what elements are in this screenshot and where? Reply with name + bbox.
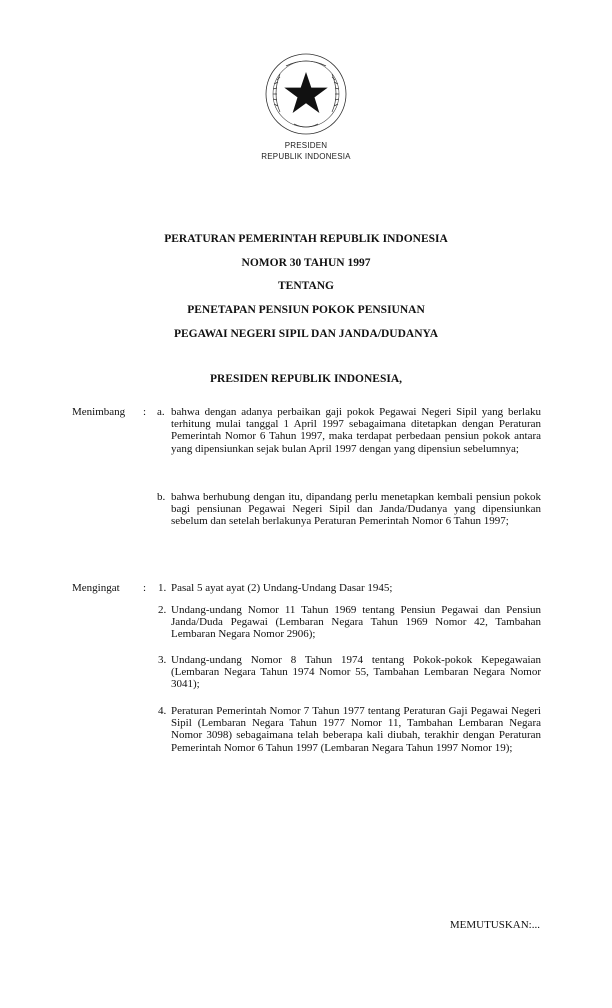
mengingat-marker-2: 2.: [158, 604, 167, 616]
menimbang-label: Menimbang: [72, 406, 126, 418]
mengingat-label: Mengingat: [72, 582, 120, 594]
emblem-caption-republik: REPUBLIK INDONESIA: [261, 152, 351, 161]
mengingat-item-2: Undang-undang Nomor 11 Tahun 1969 tentang Pensiun Pegawai dan Pensiun Janda/Duda Pegawai (Lembaran Negara Tahun 1969 Nomor 42, Tambahan Lembaran Negara Nomor 2906);: [171, 604, 541, 641]
menimbang-colon: :: [143, 406, 147, 418]
mengingat-item-1: Pasal 5 ayat ayat (2) Undang-Undang Dasar 1945;: [171, 582, 393, 594]
menimbang-item-b: bahwa berhubung dengan itu, dipandang perlu menetapkan kembali pensiun pokok bagi pensiunan Pegawai Negeri Sipil dan Janda/Dudanya yang dipensiunkan sebelum dan setelah berlakunya Peraturan Pemerintah Nomor 6 Tahun 1997;: [171, 491, 541, 528]
regulation-tentang: TENTANG: [277, 280, 335, 292]
mengingat-item-3: Undang-undang Nomor 8 Tahun 1974 tentang Pokok-pokok Kepegawaian (Lembaran Negara Tahun 1974 Nomor 55, Tambahan Lembaran Negara Nomor 3041);: [171, 654, 541, 691]
regulation-subject-line2: PEGAWAI NEGERI SIPIL DAN JANDA/DUDANYA: [173, 328, 439, 340]
menimbang-marker-a: a.: [157, 406, 165, 418]
mengingat-item-4: Peraturan Pemerintah Nomor 7 Tahun 1977 tentang Peraturan Gaji Pegawai Negeri Sipil (Lembaran Negara Tahun 1977 Nomor 11, Tambahan Lembaran Negara Nomor 3098) sebagaimana telah beberapa kali diubah, terakhir dengan Peraturan Pemerintah Nomor 6 Tahun 1997 (Lembaran Negara Tahun 1997 Nomor 19);: [171, 705, 541, 754]
regulation-subject-line1: PENETAPAN PENSIUN POKOK PENSIUNAN: [187, 304, 425, 316]
mengingat-marker-1: 1.: [158, 582, 167, 594]
mengingat-marker-3: 3.: [158, 654, 167, 666]
issuer-heading: PRESIDEN REPUBLIK INDONESIA,: [209, 373, 403, 385]
continuation-marker: MEMUTUSKAN:...: [449, 919, 540, 931]
mengingat-colon: :: [143, 582, 147, 594]
menimbang-marker-b: b.: [157, 491, 166, 503]
emblem-caption-presiden: PRESIDEN: [284, 141, 328, 150]
regulation-number: NOMOR 30 TAHUN 1997: [241, 257, 371, 269]
mengingat-marker-4: 4.: [158, 705, 167, 717]
regulation-title: PERATURAN PEMERINTAH REPUBLIK INDONESIA: [164, 233, 448, 245]
menimbang-item-a: bahwa dengan adanya perbaikan gaji pokok Pegawai Negeri Sipil yang berlaku terhitung mulai tanggal 1 April 1997 sebagaimana ditetapkan dengan Peraturan Pemerintah Nomor 6 Tahun 1997, maka terdapat perbedaan pensiun pokok antara yang dipensiunkan sejak bulan April 1997 dengan yang dipensiun sebelumnya;: [171, 406, 541, 455]
presidential-emblem-icon: [264, 52, 348, 136]
